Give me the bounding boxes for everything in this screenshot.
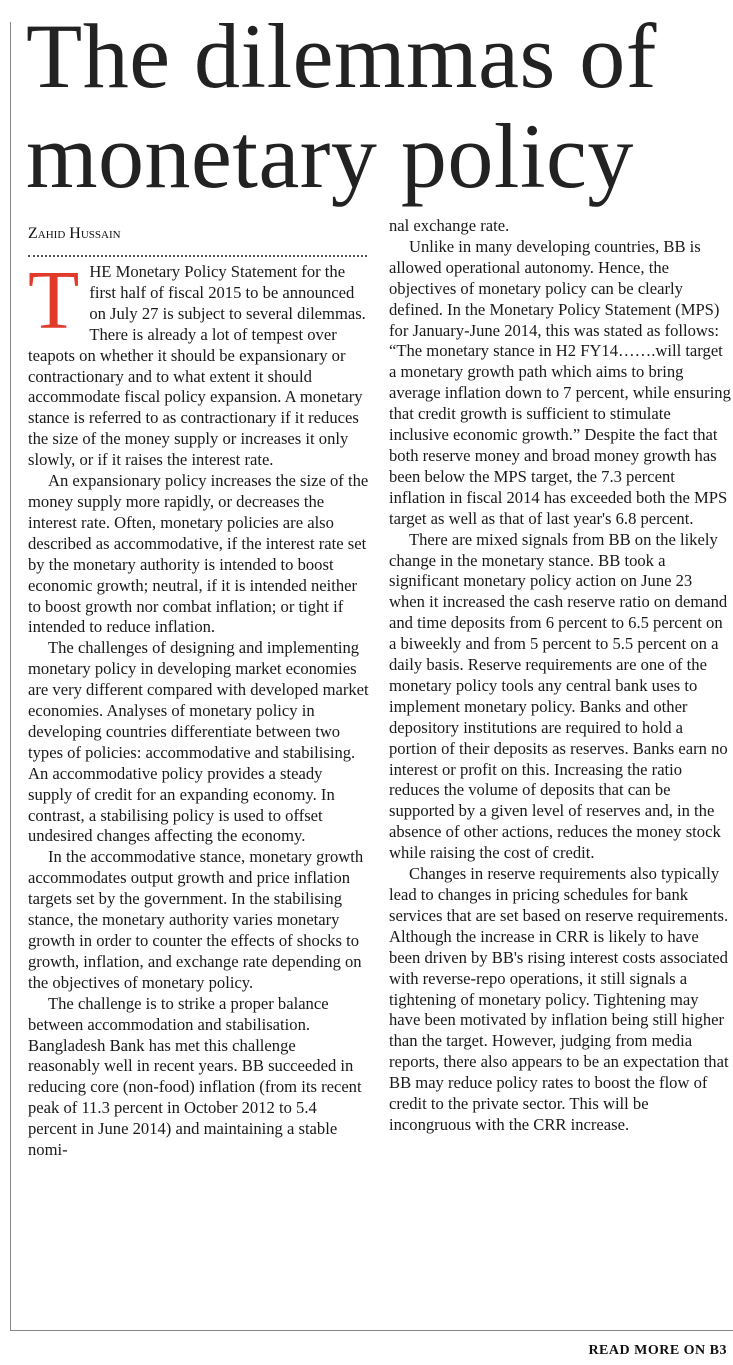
paragraph: There are mixed signals from BB on the likely change in the monetary stance. BB took a significant monetary policy action on June 23 when it increased the cash reserve ratio on demand and time deposits from 6 percent to 6.5 percent on a biweekly and from 5 percent to 5.5 percent on a daily basis. Reserve requirements are one of the monetary policy tools any central bank uses to implement monetary policy. Banks and other depository institutions are required to hold a portion of their deposits as reserves. Banks earn no interest or profit on this. Increasing the ratio reduces the volume of deposits that can be supported by a given level of reserves and, in the absence of other actions, reduces the money stock while raising the cost of credit. <box>389 529 728 863</box>
left-column <box>28 254 369 1161</box>
paragraph: Unlike in many developing countries, BB is allowed operational autonomy. Hence, the objectives of monetary policy can be clearly defined. In the Monetary Policy Statement (MPS) for January-June 2014, this was stated as follows: “The monetary stance in H2 FY14…….will target a monetary growth path which aims to bring average inflation down to 7 percent, while ensuring that credit growth is sufficient to stimulate inclusive economic growth.” Despite the fact that both reserve money and broad money growth has been below the MPS target, the 7.3 percent inflation in fiscal 2014 has exceeded both the MPS target as well as that of last year's 6.8 percent. <box>389 236 731 528</box>
right-column <box>389 216 732 1136</box>
lead-paragraph <box>28 254 369 471</box>
read-more-link[interactable]: READ MORE ON B3 <box>588 1343 727 1358</box>
headline: The dilemmas of monetary policy <box>26 5 657 207</box>
left-column-rule <box>10 22 11 1330</box>
paragraph: Changes in reserve requirements also typically lead to changes in pricing schedules for bank services that are set based on reserve requirements. Although the increase in CRR is likely to have been driven by BB's rising interest costs associated with reverse-repo operations, it still signals a tightening of monetary policy. Tightening may have been motivated by inflation being still higher than the target. However, judging from media reports, there also appears to be an expectation that BB may reduce policy rates to boost the flow of credit to the private sector. This will be incongruous with the CRR increase. <box>389 864 729 1134</box>
dropcap-letter: T <box>28 254 80 347</box>
paragraph: The challenge is to strike a proper balance between accommodation and stabilisation. Bangladesh Bank has met this challenge reasonably well in recent years. BB succeeded in reducing core (non-food) inflation (from its recent peak of 11.3 percent in October 2012 to 5.4 percent in June 2014) and maintaining a stable nomi- <box>28 993 362 1160</box>
paragraph: In the accommodative stance, monetary growth accommodates output growth and price inflation targets set by the government. In the stabilising stance, the monetary authority varies monetary growth in order to counter the effects of shocks to growth, inflation, and exchange rate depending on the objectives of monetary policy. <box>28 847 364 992</box>
paragraph: An expansionary policy increases the size of the money supply more rapidly, or decreases the interest rate. Often, monetary policies are also described as accommodative, if the interest rate set by the monetary authority is intended to boost economic growth; neutral, if it is intended neither to boost growth nor combat inflation; or tight if intended to reduce inflation. <box>28 471 369 637</box>
paragraph: The challenges of designing and implementing monetary policy in developing market economies are very different compared with developed market economies. Analyses of monetary policy in developing countries differentiate between two types of policies: accommodative and stabilising. An accommodative policy provides a steady supply of credit for an expanding economy. In contrast, a stabilising policy is used to offset undesired changes affecting the economy. <box>28 638 369 846</box>
lead-paragraph-text: HE Monetary Policy Statement for the first half of fiscal 2015 to be announced on July 27 is subject to several dilemmas. There is already a lot of tempest over teapots on whether it should be expansionary or contractionary and to what extent it should accommodate fiscal policy expansion. A monetary stance is referred to as contractionary if it reduces the size of the money supply or increases it only slowly, or if it raises the interest rate. <box>28 262 366 470</box>
bottom-rule <box>10 1330 733 1331</box>
continuation-fragment: nal exchange rate. <box>389 216 510 235</box>
byline: Zahid Hussain <box>28 225 121 242</box>
